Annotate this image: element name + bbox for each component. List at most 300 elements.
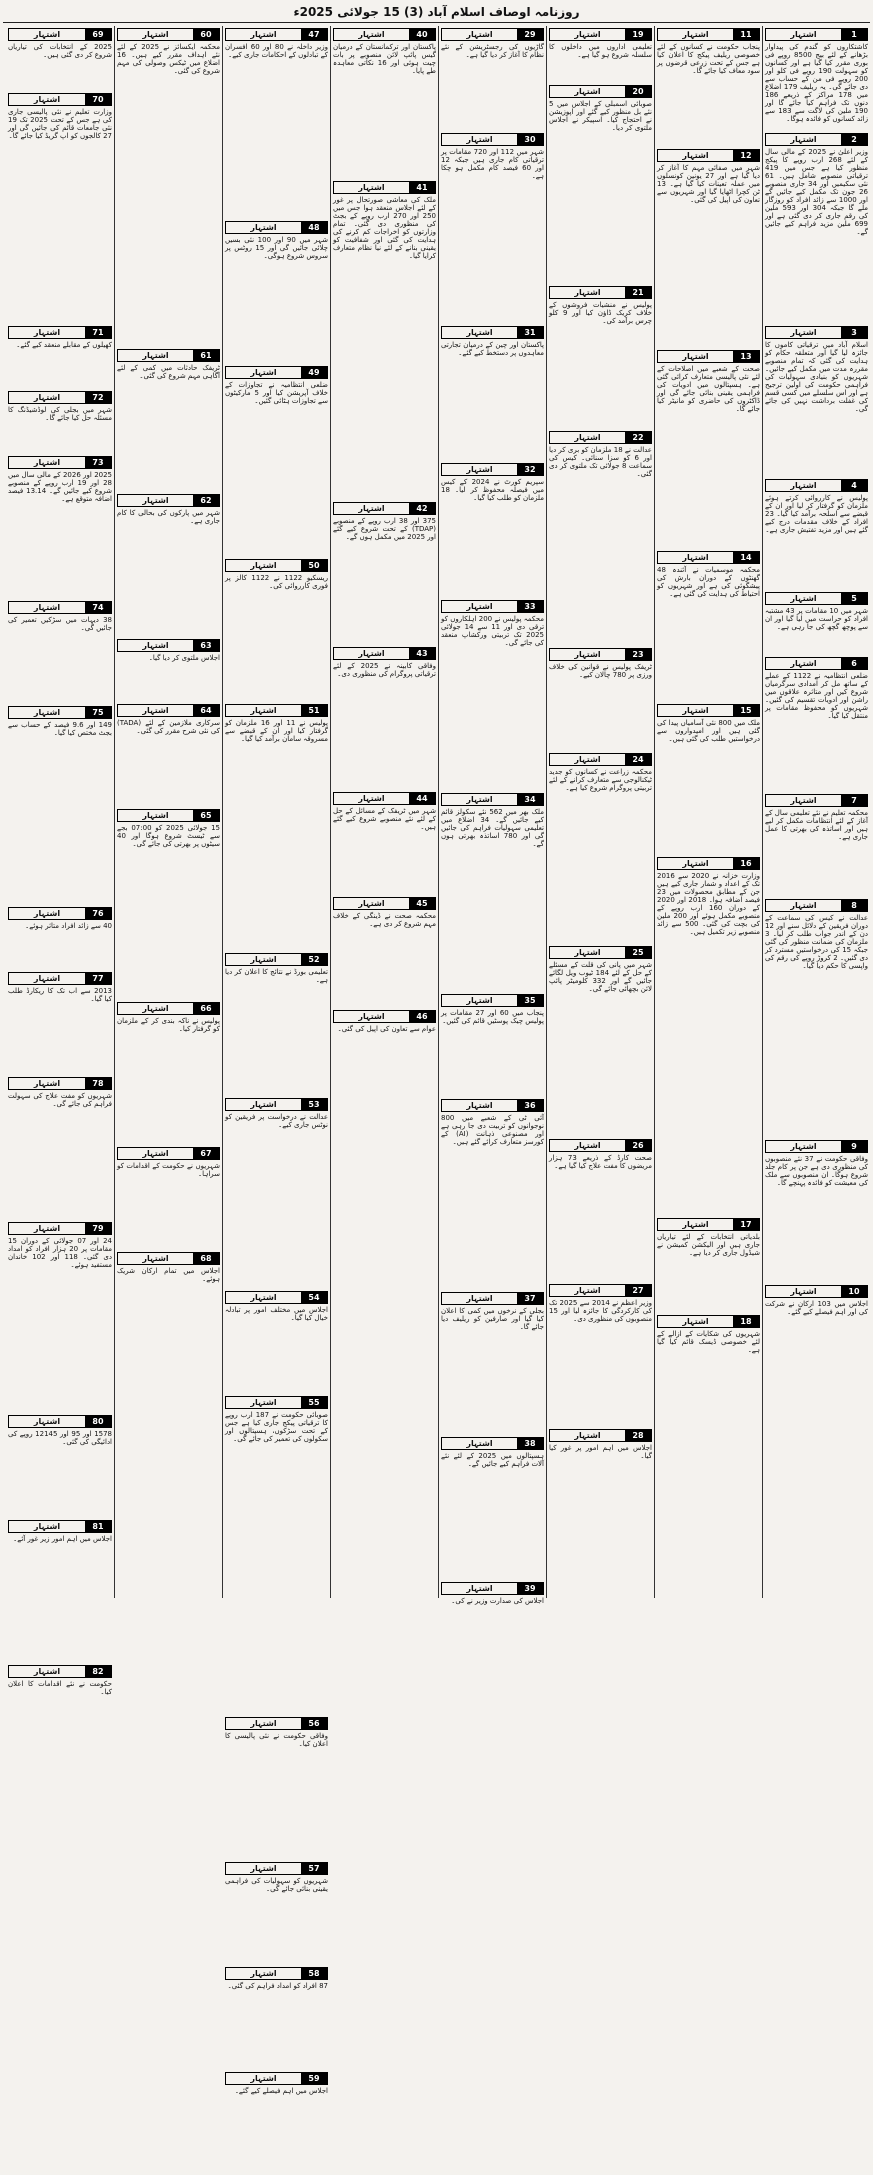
notice-block <box>657 704 760 855</box>
notice-header <box>333 1010 436 1023</box>
notice-header <box>225 28 328 41</box>
notice-block <box>657 28 760 147</box>
notice-number: 49 <box>301 367 327 378</box>
notice-number: 40 <box>409 29 435 40</box>
notice-header <box>441 326 544 339</box>
notice-number: 7 <box>841 795 867 806</box>
notice-header <box>657 704 760 717</box>
notice-label: اشتہار <box>250 1100 277 1109</box>
notice-number: 17 <box>733 1219 759 1230</box>
notice-header <box>117 1147 220 1160</box>
notice-number: 28 <box>625 1430 651 1441</box>
notice-header <box>441 463 544 476</box>
notice-text: 15 جولائی 2025 کو 07:00 بجے سے ٹیسٹ شروع ہوگا اور 40 سیٹوں پر بھرتی کی جائے گی۔ <box>117 824 221 848</box>
column-7 <box>114 26 222 1598</box>
notice-number: 6 <box>841 658 867 669</box>
notice-header <box>765 479 868 492</box>
notice-header <box>225 221 328 234</box>
notice-header <box>117 704 220 717</box>
notice-label: اشتہار <box>142 811 169 820</box>
notice-label: اشتہار <box>574 650 601 659</box>
notice-label: اشتہار <box>682 151 709 160</box>
notice-header <box>225 1396 328 1409</box>
notice-number: 31 <box>517 327 543 338</box>
notice-block <box>657 1218 760 1313</box>
notice-header <box>657 1315 760 1328</box>
notice-label: اشتہار <box>250 2074 277 2083</box>
notice-text: اجلاس میں مختلف امور پر تبادلہ خیال کیا گیا۔ <box>225 1306 328 1322</box>
notice-text: شہر میں 112 اور 720 مقامات پر ترقیاتی کام جاری ہیں جبکہ 12 اور 60 فیصد کام مکمل ہو چکا ہے۔ <box>441 148 544 180</box>
notice-number: 68 <box>193 1253 219 1264</box>
notice-header <box>441 28 544 41</box>
columns-container <box>3 26 870 2095</box>
notice-block <box>8 1665 112 1768</box>
notice-block <box>549 946 652 1137</box>
notice-text: آئی ٹی کے شعبے میں 800 نوجوانوں کو تربیت دی جا رہی ہے اور مصنوعی ذہانت (AI) کے کورسز متعارف کرائے گئے ہیں۔ <box>441 1114 544 1146</box>
notice-header <box>8 972 112 985</box>
notice-label: اشتہار <box>466 328 493 337</box>
notice-header <box>117 494 220 507</box>
notice-text: سپریم کورٹ نے 2024 کے کیس میں فیصلہ محفوظ کر لیا۔ 18 ملزمان کو طلب کیا گیا۔ <box>441 478 545 502</box>
column-2 <box>654 26 762 1598</box>
notice-text: پولیس نے 11 اور 16 ملزمان کو گرفتار کیا اور ان کے قبضے سے مسروقہ سامان برآمد کیا گیا۔ <box>225 719 328 743</box>
notice-text: اجلاس کی صدارت وزیر نے کی۔ <box>451 1597 544 1605</box>
notice-label: اشتہار <box>33 95 61 104</box>
notice-block <box>117 809 220 1000</box>
notice-text: محکمہ پولیس نے 200 اہلکاروں کو ترقی دی اور 11 سے 14 جولائی 2025 تک تربیتی ورکشاپ منعقد کی جائے گی۔ <box>441 615 545 647</box>
column-4 <box>438 26 546 1605</box>
notice-number: 55 <box>301 1397 327 1408</box>
notice-number: 18 <box>733 1316 759 1327</box>
notice-text: پولیس نے منشیات فروشوں کے خلاف کریک ڈاؤن کیا اور 9 کلو چرس برآمد کی۔ <box>549 301 652 325</box>
notice-header <box>441 994 544 1007</box>
notice-text: شہریوں کو سہولیات کی فراہمی یقینی بنائی جائے گی۔ <box>225 1877 328 1893</box>
notice-header <box>549 28 652 41</box>
notice-label: اشتہار <box>466 1101 493 1110</box>
notice-label: اشتہار <box>358 30 385 39</box>
notice-label: اشتہار <box>682 352 709 361</box>
notice-text: ضلعی انتظامیہ نے 1122 کے عملے کے ساتھ مل کر امدادی سرگرمیاں شروع کیں اور متاثرہ علاقوں میں راشن اور ادویات تقسیم کی گئیں۔ شہریوں کو محفوظ مقامات پر منتقل کیا گیا۔ <box>765 672 869 720</box>
notice-text: عدالت نے کیس کی سماعت کے دوران فریقین کے دلائل سنے اور 12 دن کے اندر جواب طلب کر لیا۔ 3 ملزمان کی ضمانت منظور کی گئی جبکہ 15 کی درخواستیں مسترد کر دی گئیں۔ 2 کروڑ روپے کی رقم کی واپسی کا حکم دیا گیا۔ <box>765 914 868 970</box>
notice-block <box>549 1284 652 1427</box>
notice-block <box>117 28 220 347</box>
notice-label: اشتہار <box>682 1317 709 1326</box>
notice-number: 76 <box>85 908 111 919</box>
notice-block <box>225 1098 328 1289</box>
notice-label: اشتہار <box>574 288 601 297</box>
notice-label: اشتہار <box>250 223 277 232</box>
notice-header <box>8 391 112 404</box>
notice-text: پنجاب حکومت نے کسانوں کے لئے خصوصی ریلیف پیکج کا اعلان کیا ہے جس کے تحت زرعی قرضوں پر سود معاف کیا جائے گا۔ <box>657 43 760 75</box>
notice-label: اشتہار <box>574 433 601 442</box>
notice-header <box>657 350 760 363</box>
notice-number: 1 <box>841 29 867 40</box>
notice-header <box>8 706 112 719</box>
notice-text: صوبائی حکومت نے 187 ارب روپے کا ترقیاتی پیکج جاری کیا ہے جس کے تحت سڑکوں، ہسپتالوں اور سکولوں کی تعمیر کی جائے گی۔ <box>225 1411 328 1443</box>
notice-text: 2025 کے انتخابات کی تیاریاں شروع کر دی گئی ہیں۔ <box>8 43 112 59</box>
notice-label: اشتہار <box>574 87 601 96</box>
notice-block <box>765 1140 868 1283</box>
notice-text: شہر میں پارکوں کی بحالی کا کام جاری ہے۔ <box>117 509 220 525</box>
notice-block <box>8 907 112 970</box>
notice-label: اشتہار <box>574 30 601 39</box>
notice-block <box>8 28 112 91</box>
notice-label: اشتہار <box>250 368 277 377</box>
notice-label: اشتہار <box>142 706 169 715</box>
notice-block <box>441 326 544 461</box>
notice-text: وزیر اعظم نے 2014 سے 2025 تک کی کارکردگی کا جائزہ لیا اور 15 منصوبوں کی منظوری دی۔ <box>549 1299 652 1323</box>
notice-header <box>225 1098 328 1111</box>
notice-header <box>549 648 652 661</box>
notice-text: 375 اور 38 ارب روپے کے منصوبے (TDAP) کے تحت شروع کیے گئے اور 2025 میں مکمل ہوں گے۔ <box>333 517 436 541</box>
notice-block <box>441 463 544 598</box>
notice-text: 2025 اور 2026 کے مالی سال میں 28 اور 19 ارب روپے کے منصوبے شروع کیے جائیں گے۔ 13.14 فیصد اضافہ متوقع ہے۔ <box>8 471 113 503</box>
notice-text: تعلیمی اداروں میں داخلوں کا سلسلہ شروع ہو گیا ہے۔ <box>549 43 652 59</box>
notice-label: اشتہار <box>33 1224 61 1233</box>
notice-text: صحت کے شعبے میں اصلاحات کے لئے نئی پالیسی متعارف کرائی گئی ہے۔ ہسپتالوں میں ادویات کی فراہمی یقینی بنائی جائے گی اور ڈاکٹروں کی حاضری کو مانیٹر کیا جائے گا۔ <box>657 365 760 413</box>
notice-number: 3 <box>841 327 867 338</box>
notice-number: 78 <box>85 1078 111 1089</box>
notice-number: 71 <box>85 327 111 338</box>
notice-block <box>225 366 328 557</box>
notice-number: 23 <box>625 649 651 660</box>
notice-number: 51 <box>301 705 327 716</box>
notice-text: وفاقی حکومت نے 37 نئے منصوبوں کی منظوری دی ہے جن پر کام جلد شروع ہوگا۔ ان منصوبوں سے ملک کی معیشت کو فائدہ پہنچے گا۔ <box>765 1155 868 1187</box>
notice-block <box>8 1222 112 1413</box>
notice-label: اشتہار <box>250 706 277 715</box>
notice-block <box>225 28 328 219</box>
notice-block <box>549 28 652 83</box>
notice-block <box>441 1292 544 1435</box>
notice-header <box>441 1292 544 1305</box>
notice-label: اشتہار <box>250 30 277 39</box>
notice-text: 149 اور 9.6 فیصد کے حساب سے بجٹ مختص کیا گیا۔ <box>8 721 112 737</box>
notice-block <box>333 502 436 645</box>
notice-number: 43 <box>409 648 435 659</box>
notice-label: اشتہار <box>250 1398 277 1407</box>
notice-header <box>549 1284 652 1297</box>
notice-header <box>117 809 220 822</box>
notice-number: 66 <box>193 1003 219 1014</box>
notice-number: 57 <box>301 1863 327 1874</box>
notice-block <box>333 792 436 895</box>
notice-number: 16 <box>733 858 759 869</box>
notice-header <box>441 600 544 613</box>
notice-label: اشتہار <box>250 955 277 964</box>
notice-header <box>225 559 328 572</box>
notice-label: اشتہار <box>574 948 601 957</box>
notice-text: شہر میں ٹریفک کے مسائل کے حل کے لئے نئے منصوبے شروع کیے گئے ہیں۔ <box>333 807 436 831</box>
notice-label: اشتہار <box>466 795 493 804</box>
notice-number: 21 <box>625 287 651 298</box>
notice-number: 29 <box>517 29 543 40</box>
notice-number: 52 <box>301 954 327 965</box>
notice-block <box>8 326 112 389</box>
notice-header <box>765 1140 868 1153</box>
notice-block <box>225 1396 328 1715</box>
notice-block <box>225 1862 328 1965</box>
notice-header <box>765 657 868 670</box>
notice-text: 87 افراد کو امداد فراہم کی گئی۔ <box>227 1982 328 1990</box>
notice-label: اشتہار <box>682 1220 709 1229</box>
notice-text: شہر میں 10 مقامات پر 43 مشتبہ افراد کو حراست میں لیا گیا اور ان سے پوچھ گچھ کی جا رہی ہے۔ <box>765 607 868 631</box>
notice-label: اشتہار <box>142 1149 169 1158</box>
notice-block <box>8 391 112 454</box>
notice-label: اشتہار <box>466 602 493 611</box>
notice-header <box>657 28 760 41</box>
notice-block <box>225 2072 328 2175</box>
notice-number: 11 <box>733 29 759 40</box>
notice-label: اشتہار <box>142 641 169 650</box>
notice-block <box>549 1429 652 1484</box>
notice-text: بلدیاتی انتخابات کے لئے تیاریاں جاری ہیں اور الیکشن کمیشن نے شیڈول جاری کر دیا ہے۔ <box>657 1233 760 1257</box>
notice-block <box>441 994 544 1097</box>
notice-header <box>8 1665 112 1678</box>
notice-text: اجلاس میں 103 ارکان نے شرکت کی اور اہم فیصلے کیے گئے۔ <box>765 1300 869 1316</box>
notice-number: 32 <box>517 464 543 475</box>
notice-number: 58 <box>301 1968 327 1979</box>
notice-block <box>765 1285 868 1332</box>
notice-text: گاڑیوں کی رجسٹریشن کے نئے نظام کا آغاز کر دیا گیا ہے۔ <box>441 43 544 59</box>
notice-header <box>8 456 112 469</box>
notice-text: عوام سے تعاون کی اپیل کی گئی۔ <box>337 1025 436 1033</box>
notice-label: اشتہار <box>250 1719 277 1728</box>
notice-header <box>8 1077 112 1090</box>
notice-label: اشتہار <box>33 458 61 467</box>
notice-block <box>225 1291 328 1394</box>
notice-text: اسلام آباد میں ترقیاتی کاموں کا جائزہ لیا گیا اور متعلقہ حکام کو ہدایت کی گئی کہ تمام منصوبے مقررہ مدت میں مکمل کیے جائیں۔ شہریوں کو بنیادی سہولیات کی فراہمی حکومت کی اولین ترجیح ہے اور اس سلسلے میں کسی قسم کی غفلت برداشت نہیں کی جائے گی۔ <box>765 341 868 413</box>
notice-number: 79 <box>85 1223 111 1234</box>
notice-label: اشتہار <box>142 351 169 360</box>
notice-number: 9 <box>841 1141 867 1152</box>
notice-label: اشتہار <box>33 30 61 39</box>
column-6 <box>222 26 330 2095</box>
notice-text: ریسکیو 1122 نے 1122 کالز پر فوری کارروائی کی۔ <box>225 574 328 590</box>
notice-block <box>657 1315 760 1378</box>
notice-header <box>225 704 328 717</box>
notice-block <box>333 1010 436 1057</box>
notice-number: 80 <box>85 1416 111 1427</box>
notice-number: 53 <box>301 1099 327 1110</box>
notice-number: 74 <box>85 602 111 613</box>
notice-text: شہر میں بجلی کی لوڈشیڈنگ کا مسئلہ حل کیا جائے گا۔ <box>8 406 112 422</box>
notice-block <box>8 972 112 1075</box>
notice-block <box>225 1967 328 2070</box>
notice-header <box>333 181 436 194</box>
notice-label: اشتہار <box>358 899 385 908</box>
notice-text: ملک کی معاشی صورتحال پر غور کے لئے اجلاس منعقد ہوا جس میں 250 اور 270 ارب روپے کے بجٹ کی منظوری دی گئی۔ تمام وزارتوں کو اخراجات کم کرنے کی ہدایت کی گئی اور شفافیت کو یقینی بنانے کے لئے نیا نظام متعارف کرایا گیا۔ <box>333 196 437 260</box>
notice-text: کاشتکاروں کو گندم کی پیداوار بڑھانے کے لئے بیج 8500 روپے فی بوری مقرر کیا گیا ہے اور کسانوں کو سہولت 190 روپے فی کلو اور 200 روپے فی من کے حساب سے دی جائے گی۔ یہ ریلیف 179 اضلاع میں 178 مراکز کے ذریعے 186 دنوں تک فراہم کیا جائے گا اور 190 ملین کی لاگت سے 183 سے زائد کسانوں کو فائدہ ہوگا۔ <box>765 43 868 123</box>
notice-text: اجلاس میں اہم امور پر غور کیا گیا۔ <box>549 1444 652 1460</box>
notice-label: اشتہار <box>790 659 817 668</box>
notice-label: اشتہار <box>250 1293 277 1302</box>
notice-header <box>225 2072 328 2085</box>
notice-text: صحت کارڈ کے ذریعے 73 ہزار مریضوں کا مفت علاج کیا گیا ہے۔ <box>549 1154 653 1170</box>
notice-header <box>225 953 328 966</box>
notice-header <box>117 1252 220 1265</box>
notice-text: اجلاس میں تمام ارکان شریک ہوئے۔ <box>117 1267 220 1283</box>
notice-number: 37 <box>517 1293 543 1304</box>
notice-block <box>333 897 436 1008</box>
notice-block <box>8 1415 112 1518</box>
notice-number: 12 <box>733 150 759 161</box>
notice-block <box>657 857 760 1216</box>
notice-text: شہر میں پانی کی قلت کے مسئلے کے حل کے لئے 184 ٹیوب ویل لگائے جائیں گے اور 332 کلومیٹر پائپ لائن بچھائی جائے گی۔ <box>549 961 652 993</box>
notice-block <box>765 794 868 897</box>
notice-text: کھیلوں کے مقابلے منعقد کیے گئے۔ <box>16 341 112 349</box>
notice-text: پولیس نے کارروائی کرتے ہوئے ملزمان کو گرفتار کر لیا اور ان کے قبضے سے اسلحہ برآمد کیا گیا۔ 23 افراد کے خلاف مقدمات درج کیے گئے ہیں اور مزید تفتیش جاری ہے۔ <box>765 494 868 534</box>
notice-text: ملک میں 800 نئی آسامیاں پیدا کی گئی ہیں اور امیدواروں سے درخواستیں طلب کی گئی ہیں۔ <box>657 719 760 743</box>
notice-label: اشتہار <box>574 1286 601 1295</box>
notice-number: 73 <box>85 457 111 468</box>
notice-block <box>8 1077 112 1220</box>
notice-number: 4 <box>841 480 867 491</box>
notice-block <box>225 704 328 951</box>
notice-number: 8 <box>841 900 867 911</box>
notice-text: حکومت نے نئے اقدامات کا اعلان کیا۔ <box>8 1680 112 1696</box>
notice-number: 38 <box>517 1438 543 1449</box>
notice-number: 34 <box>517 794 543 805</box>
notice-text: ٹریفک حادثات میں کمی کے لئے آگاہی مہم شروع کی گئی۔ <box>117 364 220 380</box>
notice-label: اشتہار <box>790 1142 817 1151</box>
notice-header <box>333 792 436 805</box>
column-1 <box>762 26 870 1598</box>
notice-number: 72 <box>85 392 111 403</box>
notice-header <box>549 431 652 444</box>
notice-number: 77 <box>85 973 111 984</box>
notice-header <box>117 639 220 652</box>
notice-number: 59 <box>301 2073 327 2084</box>
notice-block <box>225 1717 328 1860</box>
notice-number: 22 <box>625 432 651 443</box>
notice-number: 33 <box>517 601 543 612</box>
notice-number: 65 <box>193 810 219 821</box>
notice-text: عدالت نے درخواست پر فریقین کو نوٹس جاری کیے۔ <box>225 1113 328 1129</box>
notice-header <box>765 899 868 912</box>
notice-block <box>549 753 652 944</box>
notice-label: اشتہار <box>466 996 493 1005</box>
notice-label: اشتہار <box>142 1254 169 1263</box>
notice-number: 42 <box>409 503 435 514</box>
notice-header <box>8 1222 112 1235</box>
notice-block <box>549 85 652 284</box>
notice-label: اشتہار <box>466 30 493 39</box>
notice-number: 64 <box>193 705 219 716</box>
notice-block <box>441 1582 544 1629</box>
notice-text: شہریوں کی شکایات کے ازالے کے لئے خصوصی ڈیسک قائم کیا گیا ہے۔ <box>657 1330 760 1354</box>
notice-label: اشتہار <box>790 481 817 490</box>
notice-header <box>8 326 112 339</box>
notice-header <box>441 1099 544 1112</box>
notice-number: 36 <box>517 1100 543 1111</box>
notice-block <box>441 600 544 791</box>
notice-block <box>765 657 868 792</box>
notice-header <box>549 946 652 959</box>
notice-text: پولیس نے ناکہ بندی کر کے ملزمان کو گرفتار کیا۔ <box>117 1017 220 1033</box>
notice-number: 56 <box>301 1718 327 1729</box>
notice-label: اشتہار <box>790 135 817 144</box>
notice-label: اشتہار <box>790 901 817 910</box>
notice-text: شہریوں نے حکومت کے اقدامات کو سراہا۔ <box>117 1162 220 1178</box>
notice-text: اجلاس میں اہم امور زیر غور آئے۔ <box>13 1535 112 1543</box>
notice-header <box>765 326 868 339</box>
notice-header <box>549 286 652 299</box>
notice-label: اشتہار <box>142 30 169 39</box>
notice-header <box>8 28 112 41</box>
notice-block <box>549 648 652 751</box>
notice-text: شہر میں 90 اور 100 نئی بسیں چلائی جائیں گی اور 15 روٹس پر سروس شروع ہوگی۔ <box>225 236 328 260</box>
notice-label: اشتہار <box>682 30 709 39</box>
notice-block <box>657 350 760 549</box>
notice-block <box>225 221 328 364</box>
notice-number: 41 <box>409 182 435 193</box>
notice-number: 45 <box>409 898 435 909</box>
notice-text: وفاقی حکومت نے نئی پالیسی کا اعلان کیا۔ <box>225 1732 328 1748</box>
notice-text: شہریوں کو مفت علاج کی سہولت فراہم کی جائے گی۔ <box>8 1092 112 1108</box>
notice-text: 1578 اور 95 اور 12145 روپے کی ادائیگی کی گئی۔ <box>8 1430 113 1446</box>
notice-label: اشتہار <box>358 1012 385 1021</box>
notice-header <box>117 349 220 362</box>
notice-label: اشتہار <box>682 553 709 562</box>
notice-label: اشتہار <box>466 135 493 144</box>
notice-block <box>117 1252 220 1315</box>
notice-number: 39 <box>517 1583 543 1594</box>
notice-text: اجلاس میں اہم فیصلے کیے گئے۔ <box>234 2087 328 2095</box>
notice-block <box>657 149 760 348</box>
notice-label: اشتہار <box>33 1522 61 1531</box>
notice-label: اشتہار <box>466 1584 493 1593</box>
notice-header <box>8 601 112 614</box>
notice-text: وزیر اعلیٰ نے 2025 کے مالی سال کے لئے 268 ارب روپے کا پیکج منظور کیا ہے جس میں 419 ترقیاتی منصوبے شامل ہیں۔ 61 نئی سکیمیں اور 34 جاری منصوبے 26 جون تک مکمل کیے جائیں گے اور 1000 سے زائد افراد کو روزگار ملے گا جبکہ 304 اور 593 ملین کی رقم جاری کر دی گئی ہے اور 699 ملین مزید فراہم کیے جائیں گے۔ <box>765 148 869 236</box>
notice-label: اشتہار <box>250 1864 277 1873</box>
notice-header <box>657 551 760 564</box>
notice-text: وزیر داخلہ نے 80 اور 60 افسران کے تبادلوں کے احکامات جاری کیے۔ <box>225 43 329 59</box>
notice-text: اجلاس ملتوی کر دیا گیا۔ <box>148 654 220 662</box>
notice-number: 61 <box>193 350 219 361</box>
notice-label: اشتہار <box>466 1294 493 1303</box>
notice-block <box>441 793 544 992</box>
notice-number: 15 <box>733 705 759 716</box>
notice-block <box>441 133 544 324</box>
notice-number: 44 <box>409 793 435 804</box>
notice-text: وزارت خزانہ نے 2020 سے 2016 تک کے اعداد و شمار جاری کیے ہیں جن کے مطابق محصولات میں 23 فیصد اضافہ ہوا۔ 2018 اور 2020 کے دوران 160 ارب روپے کے منصوبے مکمل ہوئے اور 200 ملین کی بچت کی گئی۔ 500 سے زائد منصوبے زیر تکمیل ہیں۔ <box>657 872 761 936</box>
notice-block <box>8 1520 112 1663</box>
notice-block <box>117 494 220 637</box>
notice-text: 40 سے زائد افراد متاثر ہوئے۔ <box>25 922 112 930</box>
notice-text: شہر میں صفائی مہم کا آغاز کر دیا گیا ہے اور 27 یونین کونسلوں میں عملہ تعینات کیا گیا ہے۔ 13 ٹن کچرا اٹھایا گیا اور شہریوں سے تعاون کی اپیل کی گئی۔ <box>657 164 760 204</box>
notice-header <box>765 592 868 605</box>
column-3 <box>546 26 654 1598</box>
notice-block <box>333 647 436 790</box>
notice-block <box>441 1099 544 1290</box>
notice-label: اشتہار <box>250 1969 277 1978</box>
masthead <box>3 2 870 23</box>
notice-header <box>117 28 220 41</box>
notice-text: پنجاب میں 60 اور 27 مقامات پر پولیس چیک پوسٹیں قائم کی گئیں۔ <box>441 1009 544 1025</box>
notice-header <box>225 1717 328 1730</box>
notice-block <box>333 181 436 500</box>
notice-label: اشتہار <box>33 328 61 337</box>
column-8 <box>6 26 114 1696</box>
notice-label: اشتہار <box>358 649 385 658</box>
notice-number: 46 <box>409 1011 435 1022</box>
notice-label: اشتہار <box>33 393 61 402</box>
notice-block <box>765 28 868 131</box>
notice-number: 26 <box>625 1140 651 1151</box>
notice-header <box>333 647 436 660</box>
notice-label: اشتہار <box>574 755 601 764</box>
notice-label: اشتہار <box>466 1439 493 1448</box>
